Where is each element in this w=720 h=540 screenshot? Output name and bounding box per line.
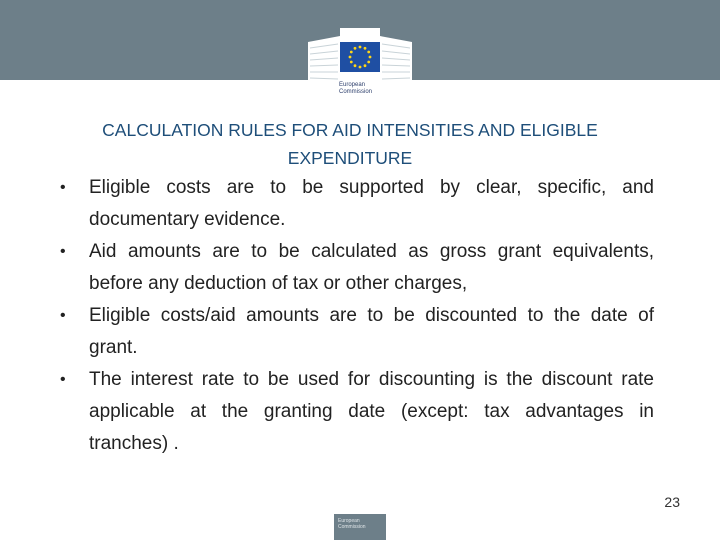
list-item [60,236,654,300]
list-item [60,172,654,236]
bullet-icon: • [60,307,66,324]
bullet-text: Eligible costs are to be supported by clear, specific, and documentary evidence. [89,177,654,230]
bullet-icon: • [60,179,66,196]
list-item [60,300,654,364]
footer-logo-text: European Commission [338,518,366,530]
title-line2: EXPENDITURE [287,148,413,168]
logo-text-line2: Commission [339,89,373,95]
bullet-text: Eligible costs/aid amounts are to be discounted to the date of grant. [89,305,654,358]
logo-text-line1: European [339,82,366,88]
logo-wordmark [339,82,399,96]
slide-title [40,116,660,172]
bullet-list [60,172,654,460]
bullet-icon: • [60,243,66,260]
bullet-text: Aid amounts are to be calculated as gross grant equivalents, before any deduction of tax or other charges, [89,241,654,294]
bullet-icon: • [60,371,66,388]
title-line1: CALCULATION RULES FOR AID INTENSITIES AND ELIGIBLE [102,120,598,140]
footer-logo [334,514,386,540]
bullet-text: The interest rate to be used for discounting is the discount rate applicable at the granting date (except: tax advantages in tranches) . [89,369,654,454]
page-number: 23 [664,494,680,510]
list-item [60,364,654,460]
